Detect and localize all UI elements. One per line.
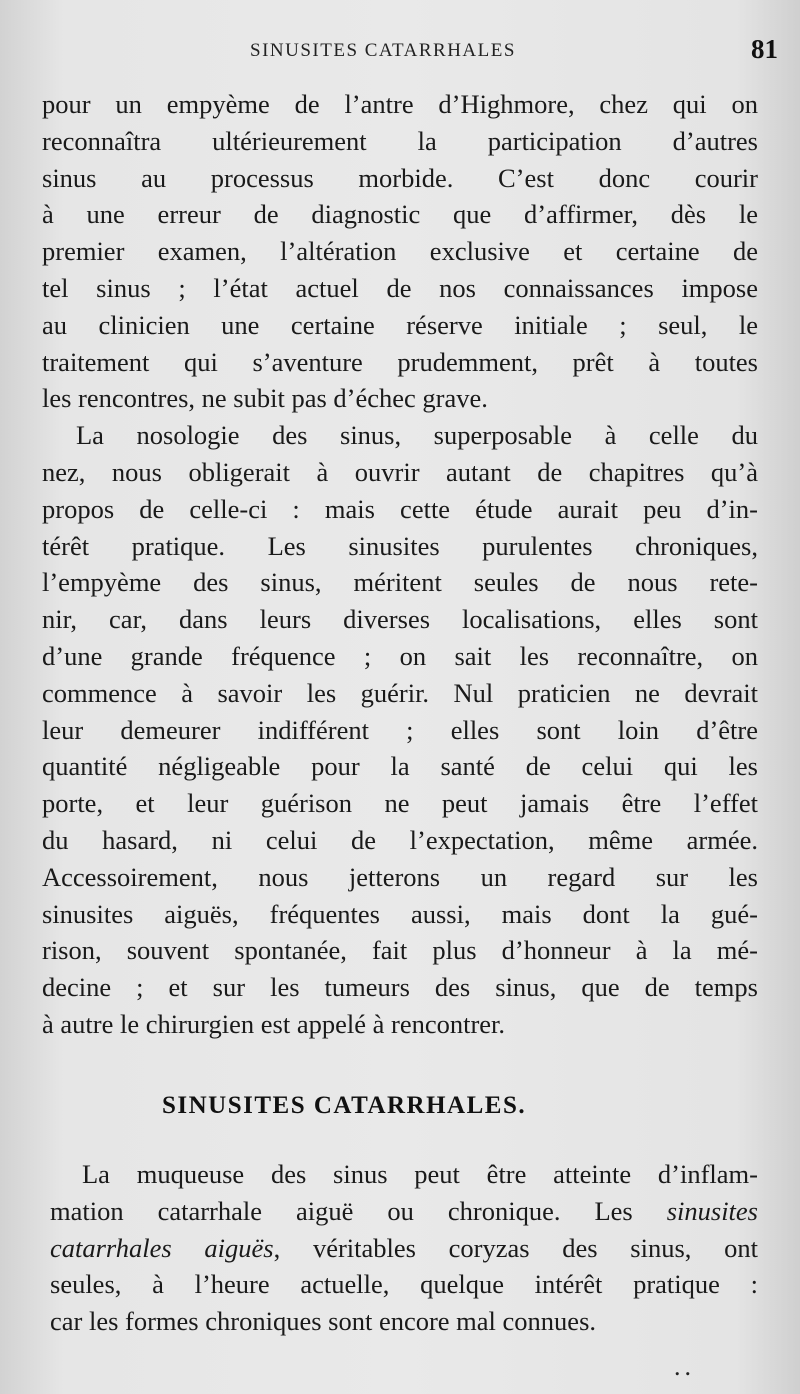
- text-line: propos de celle-ci : mais cette étude aurait peu d’in-: [42, 493, 758, 524]
- text-line: tel sinus ; l’état actuel de nos connaissances impose: [42, 272, 758, 303]
- text-line: traitement qui s’aventure prudemment, prêt à toutes: [42, 346, 758, 377]
- text-line: l’empyème des sinus, méritent seules de nous rete-: [42, 567, 758, 598]
- text-line: reconnaîtra ultérieurement la participation d’autres: [42, 125, 758, 156]
- page-number: 81: [751, 34, 778, 64]
- text-line: à une erreur de diagnostic que d’affirmer, dès le: [42, 199, 758, 230]
- section-heading: SINUSITES CATARRHALES.: [162, 1092, 527, 1119]
- text-line: du hasard, ni celui de l’expectation, même armée.: [42, 824, 758, 855]
- text-line: [50, 1193, 758, 1230]
- page-mark: ..: [674, 1352, 695, 1381]
- text-line: seules, à l’heure actuelle, quelque intérêt pratique :: [50, 1269, 758, 1300]
- text-run: , véritables coryzas des sinus, ont: [273, 1232, 758, 1263]
- text-line: commence à savoir les guérir. Nul praticien ne devrait: [42, 677, 758, 708]
- italic-term: catarrhales aiguës: [50, 1232, 274, 1263]
- text-line: d’une grande fréquence ; on sait les reconnaître, on: [42, 640, 758, 671]
- text-line: premier examen, l’altération exclusive et certaine de: [42, 236, 758, 267]
- italic-term: sinusites: [666, 1195, 758, 1226]
- text-line: rison, souvent spontanée, fait plus d’honneur à la mé-: [42, 935, 758, 966]
- text-line: au clinicien une certaine réserve initiale ; seul, le: [42, 309, 758, 340]
- text-line: Accessoirement, nous jetterons un regard sur les: [42, 861, 758, 892]
- text-line: les rencontres, ne subit pas d’échec grave.: [42, 383, 488, 414]
- text-line: decine ; et sur les tumeurs des sinus, que de temps: [42, 972, 758, 1003]
- running-head: SINUSITES CATARRHALES: [250, 40, 516, 61]
- text-line: nez, nous obligerait à ouvrir autant de chapitres qu’à: [42, 456, 758, 487]
- text-line: [50, 1230, 758, 1267]
- text-line: quantité négligeable pour la santé de celui qui les: [42, 751, 758, 782]
- text-line: à autre le chirurgien est appelé à rencontrer.: [42, 1008, 506, 1039]
- text-run: mation catarrhale aiguë ou chronique. Les: [50, 1195, 667, 1226]
- text-line: sinusites aiguës, fréquentes aussi, mais dont la gué-: [42, 898, 758, 929]
- text-line: sinus au processus morbide. C’est donc courir: [42, 162, 758, 193]
- body-text: [42, 86, 758, 1043]
- text-line: nir, car, dans leurs diverses localisations, elles sont: [42, 604, 758, 635]
- section-body: [50, 1156, 758, 1340]
- text-line: La nosologie des sinus, superposable à celle du: [76, 420, 758, 451]
- text-line: La muqueuse des sinus peut être atteinte d’inflam-: [82, 1159, 758, 1189]
- text-line: car les formes chroniques sont encore mal connues.: [50, 1306, 597, 1337]
- text-line: pour un empyème de l’antre d’Highmore, chez qui on: [42, 89, 758, 119]
- text-line: leur demeurer indifférent ; elles sont loin d’être: [42, 714, 758, 745]
- text-line: porte, et leur guérison ne peut jamais être l’effet: [42, 788, 758, 819]
- text-line: térêt pratique. Les sinusites purulentes chroniques,: [42, 530, 758, 561]
